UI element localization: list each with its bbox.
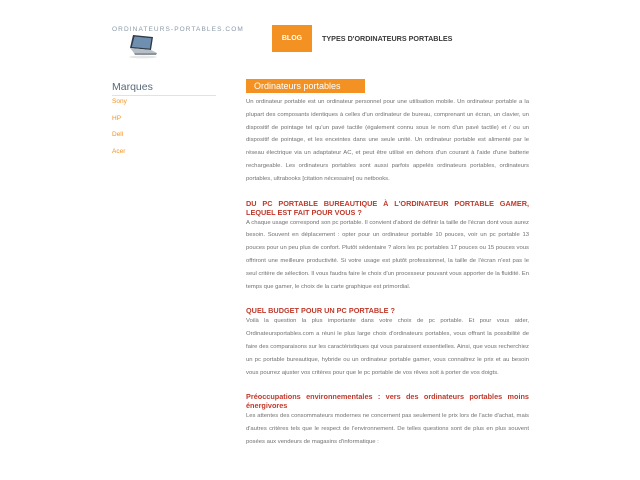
- section-text-usage: A chaque usage correspond son pc portable. Il convient d'abord de définir la taille de l'écran dont vous aurez besoin. Souvent en déplacement : opter pour un ordinateur portable 10 pouces, voir un pc portable 13 pouces pour un peu plus de confort. Plutôt sédentaire ? alors les pc portables 17 pouces ou 15 pouces vous offriront une meilleure productivité. Si votre usage est plutôt professionnel, la taille de l'écran n'est pas le seul critère de sélection. Il vous faudra faire le choix d'un processeur pouvant vous apporter de la fluidité. En temps que gamer, le choix de la carte graphique est primordial.: [246, 219, 529, 290]
- sidebar-item-dell[interactable]: Dell: [112, 131, 124, 138]
- section-banner: Ordinateurs portables: [246, 79, 365, 93]
- intro-paragraph: Un ordinateur portable est un ordinateur personnel pour une utilisation mobile. Un ordinateur portable a la plupart des composants identiques à celles d'un ordinateur de bureau, comprenant un écran, un clavier, un dispositif de pointage tel qu'un pavé tactile (également connu sous le nom d'un pavé tactile) et / ou un dispositif de pointage, et les enceintes dans une seule unité. Un ordinateur portable est alimenté par le réseau électrique via un adaptateur AC, et peut être utilisé en dehors d'un courant à l'aide d'une batterie rechargeable. Les ordinateurs portables sont aussi parfois appelés ordinateurs portables, ordinateurs portables, ultrabooks [citation nécessaire] ou netbooks.: [246, 99, 529, 182]
- section-heading-usage: DU PC PORTABLE BUREAUTIQUE À L'ORDINATEUR PORTABLE GAMER, LEQUEL EST FAIT POUR VOUS ?: [246, 198, 529, 217]
- sidebar-brand-list: [112, 97, 127, 163]
- section-heading-environment: Préoccupations environnementales : vers des ordinateurs portables moins énergivores: [246, 392, 529, 411]
- nav-blog-button[interactable]: BLOG: [272, 25, 312, 52]
- main-content: [246, 79, 529, 449]
- laptop-icon[interactable]: [124, 33, 158, 59]
- section-heading-budget: QUEL BUDGET POUR UN PC PORTABLE ?: [246, 306, 395, 316]
- sidebar-item-hp[interactable]: HP: [112, 114, 122, 122]
- sidebar-item-acer[interactable]: Acer: [112, 147, 126, 155]
- nav-types-link[interactable]: TYPES D'ORDINATEURS PORTABLES: [322, 34, 453, 43]
- sidebar-title: Marques: [112, 81, 216, 96]
- site-name[interactable]: ORDINATEURS-PORTABLES.COM: [112, 26, 244, 33]
- section-text-environment: Les attentes des consommateurs modernes ne concernent pas seulement le prix lors de l'acte d'achat, mais d'autres critères tels que le respect de l'environnement. De telles questions sont de plus en plus souvent posées aux vendeurs de magasins d'informatique :: [246, 413, 529, 445]
- sidebar-item-sony[interactable]: Sony: [112, 98, 127, 105]
- section-text-budget: Voilà la question la plus importante dans votre choix de pc portable. Et pour vous aider, Ordinateursportables.com a réuni le plus large choix d'ordinateurs portables, vous offrant la possibilité de faire des comparaisons sur les caractéristiques qui vous paraissent essentielles. Ainsi, que vous recherchiez un pc portable bureautique, hybride ou un ordinateur portable gamer, vous connaitrez le prix et au besoin vous pourrez ajuster vos critères pour que le pc portable de vos rêves soit à porter de vos doigts.: [246, 318, 529, 376]
